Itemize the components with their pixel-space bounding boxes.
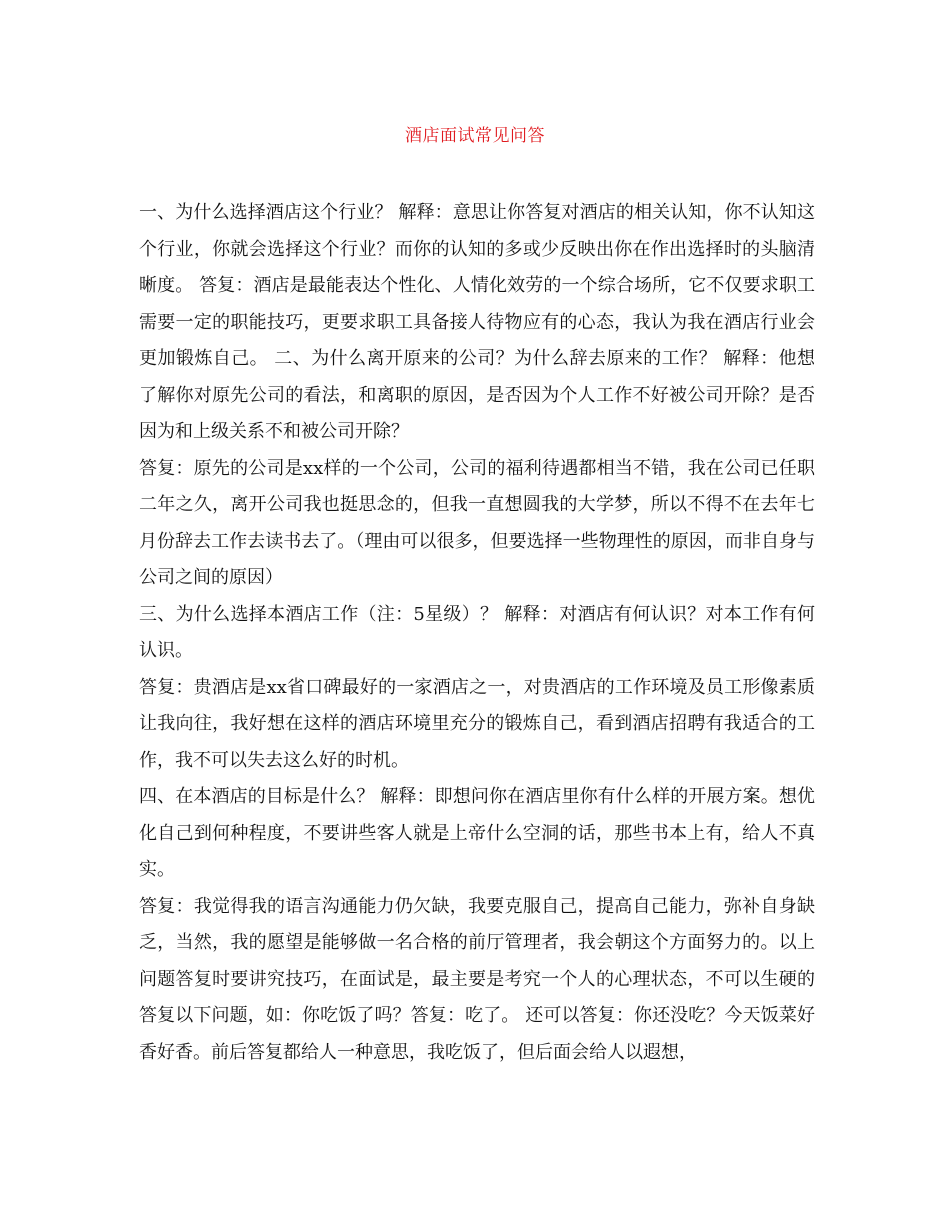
paragraph-answer-4: 答复：我觉得我的语言沟通能力仍欠缺，我要克服自己，提高自己能力，弥补自身缺乏，当然，我的愿望是能够做一名合格的前厅管理者，我会朝这个方面努力的。以上问题答复时要讲究技巧，在面试是，最主要是考究一个人的心理状态，不可以生硬的答复以下问题，如：你吃饭了吗？答复：吃了。 还可以答复：你还没吃？今天饭菜好香好香。前后答复都给人一种意思，我吃饭了，但后面会给人以遐想， [139,895,815,1063]
paragraph-q3: 三、为什么选择本酒店工作（注：5星级）？ 解释：对酒店有何认识？对本工作有何认识。 [139,603,815,661]
paragraph-q4: 四、在本酒店的目标是什么？ 解释：即想问你在酒店里你有什么样的开展方案。想优化自己到何种程度，不要讲些客人就是上帝什么空洞的话，那些书本上有，给人不真实。 [139,786,815,880]
paragraph-q1-q2: 一、为什么选择酒店这个行业？ 解释：意思让你答复对酒店的相关认知，你不认知这个行业，你就会选择这个行业？而你的认知的多或少反映出你在作出选择时的头脑清晰度。 答复：酒店是最能表达个性化、人情化效劳的一个综合场所，它不仅要求职工需要一定的职能技巧，更要求职工具备接人待物应有的心态，我认为我在酒店行业会更加锻炼自己。 二、为什么离开原来的公司？为什么辞去原来的工作？ 解释：他想了解你对原先公司的看法，和离职的原因，是否因为个人工作不好被公司开除？是否因为和上级关系不和被公司开除？ [139,202,815,442]
paragraph-answer-3: 答复：贵酒店是xx省口碑最好的一家酒店之一，对贵酒店的工作环境及员工形像素质让我向往，我好想在这样的酒店环境里充分的锻炼自己，看到酒店招聘有我适合的工作，我不可以失去这么好的时机。 [139,676,815,771]
document-body [139,195,815,1071]
document-title: 酒店面试常见问答 [405,126,545,146]
paragraph-answer-2: 答复：原先的公司是xx样的一个公司，公司的福利待遇都相当不错，我在公司已任职二年之久，离开公司我也挺思念的，但我一直想圆我的大学梦，所以不得不在去年七月份辞去工作去读书去了。（理由可以很多，但要选择一些物理性的原因，而非自身与公司之间的原因） [139,457,815,588]
